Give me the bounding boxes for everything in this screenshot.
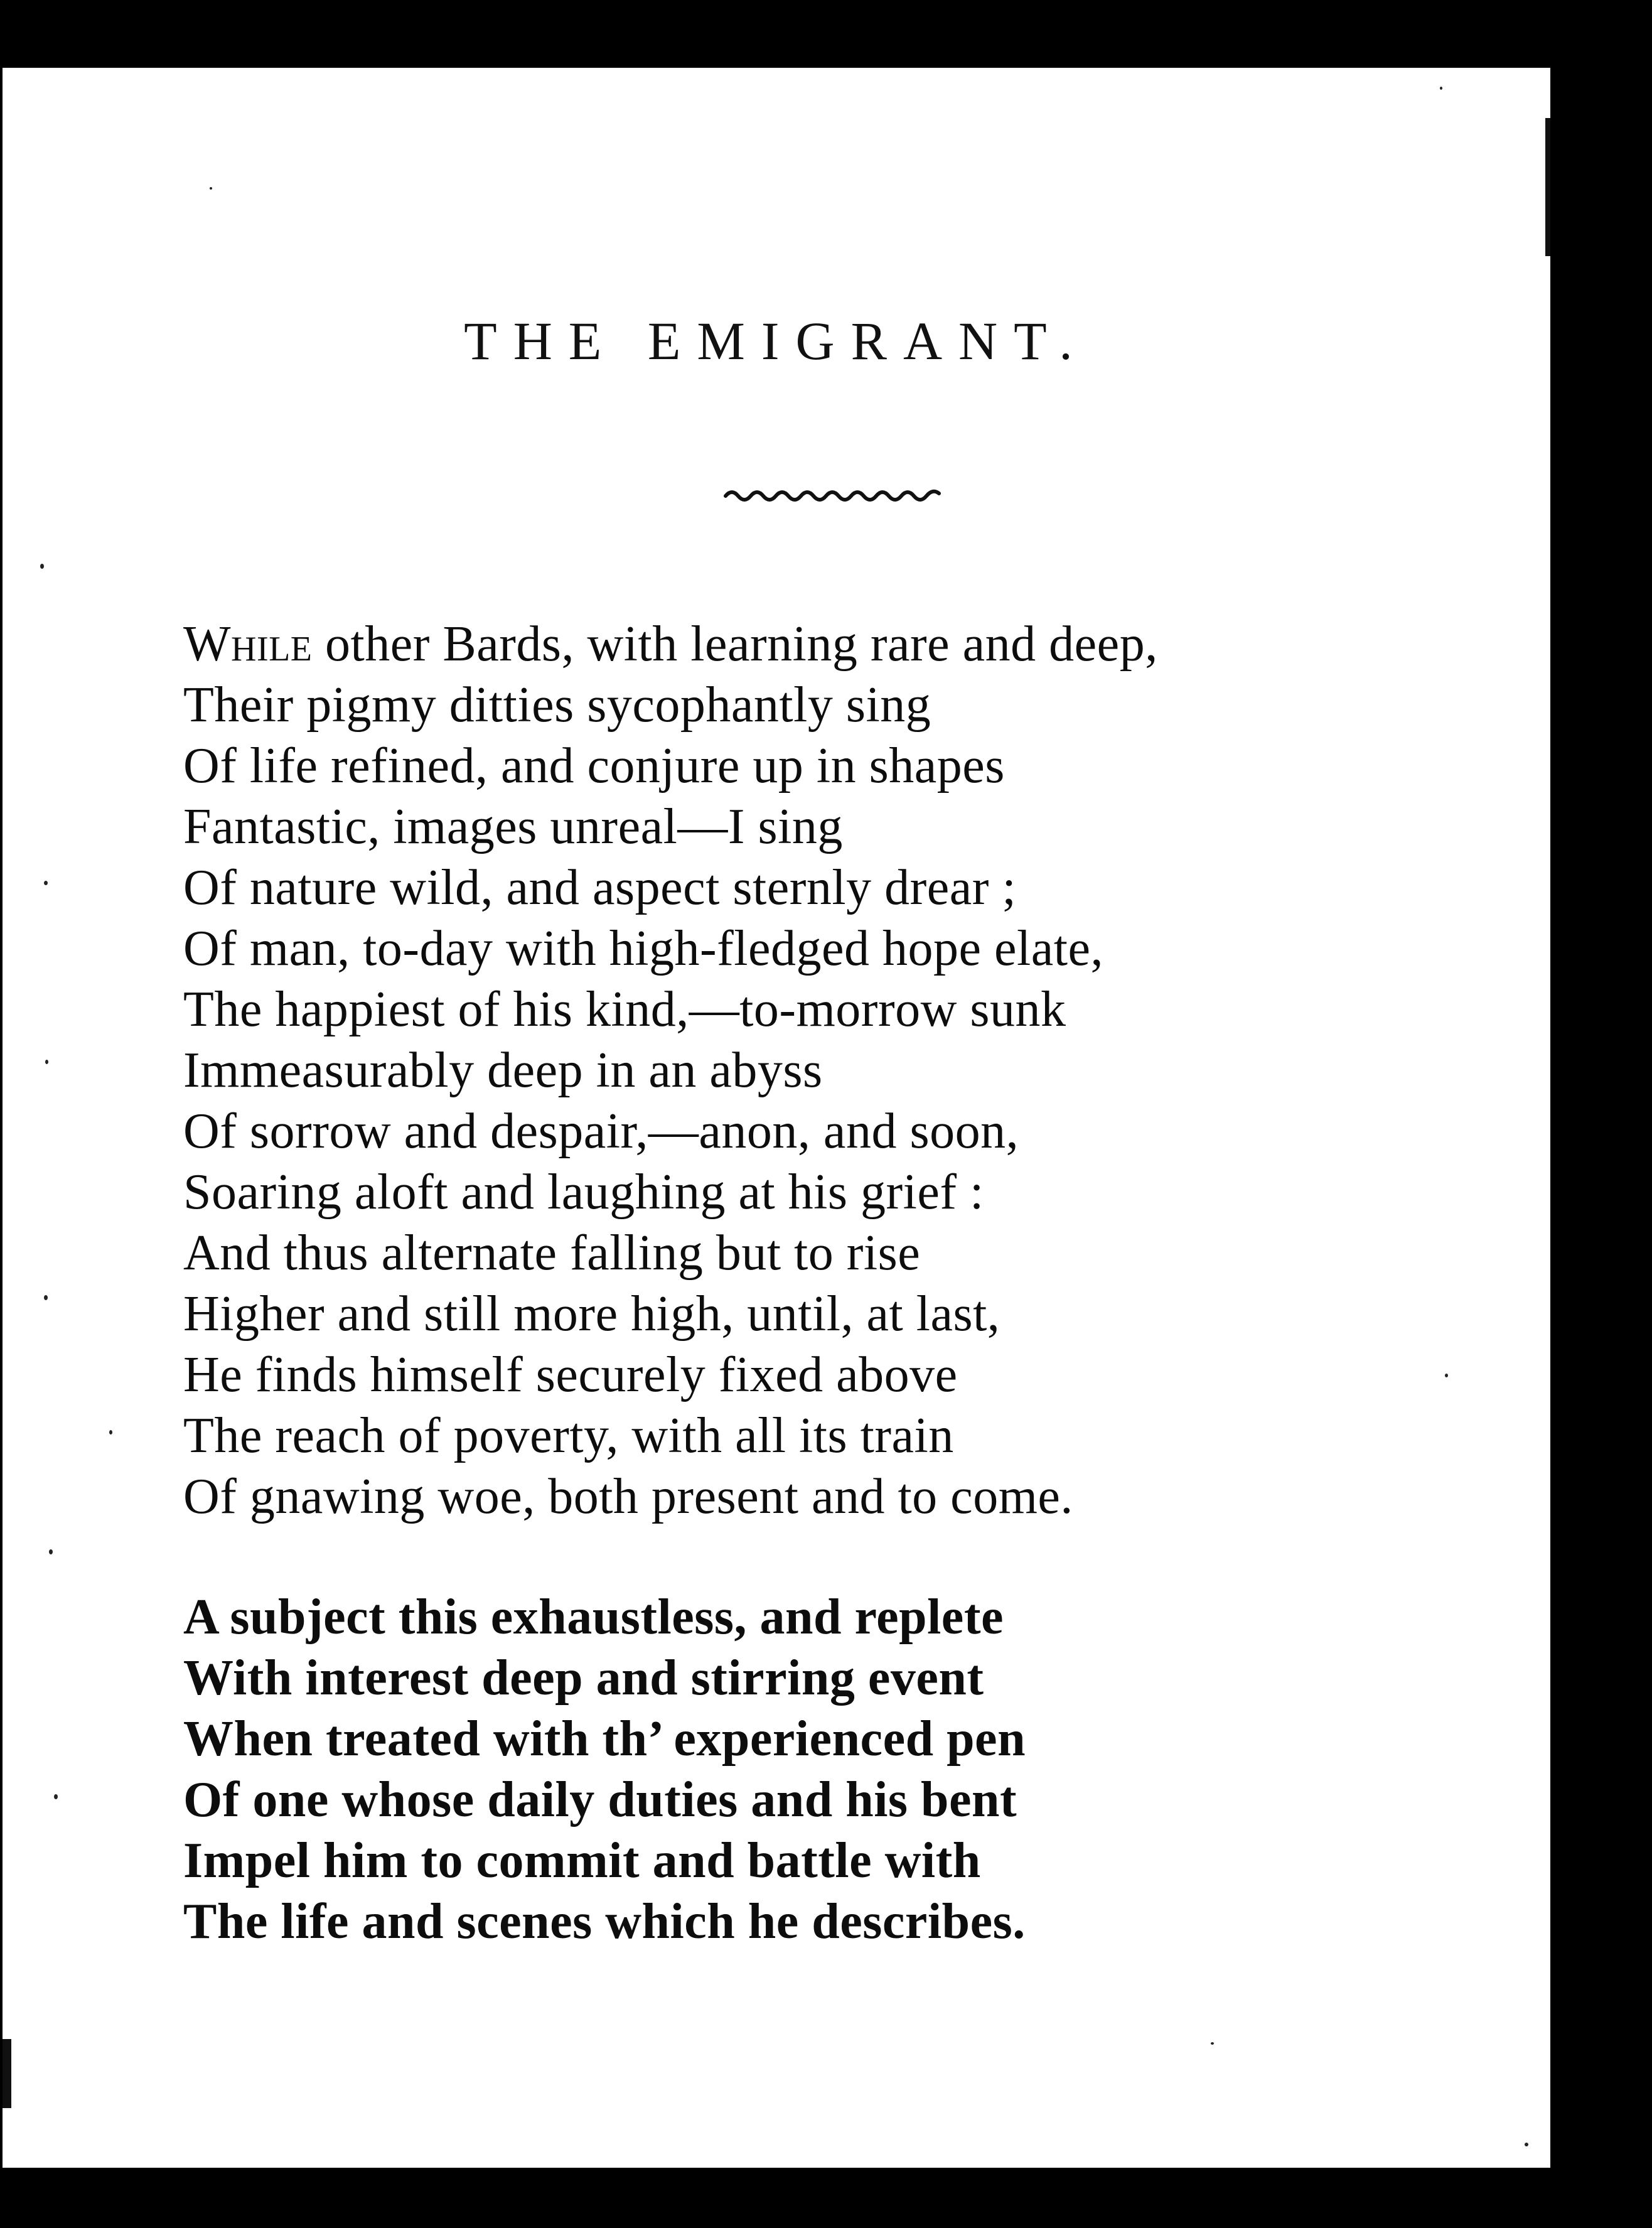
poem-line: Impel him to commit and battle with: [183, 1833, 981, 1888]
page-edge-mark: [1545, 118, 1550, 256]
scan-speck: [1211, 2042, 1214, 2045]
scan-speck: [1525, 2143, 1528, 2146]
poem-line: The life and scenes which he describes.: [183, 1894, 1026, 1949]
poem-line: Of sorrow and despair,—anon, and soon,: [183, 1104, 1019, 1159]
scan-speck: [44, 1295, 48, 1300]
poem-line: Of one whose daily duties and his bent: [183, 1772, 1017, 1827]
poem-line: The reach of poverty, with all its train: [183, 1408, 954, 1463]
scan-speck: [1445, 1374, 1448, 1377]
poem-line: Of gnawing woe, both present and to come.: [183, 1469, 1073, 1524]
book-page: [3, 68, 1550, 2168]
poem-line: The happiest of his kind,—to-morrow sunk: [183, 982, 1066, 1037]
poem-line: Of man, to-day with high-fledged hope elate,: [183, 921, 1103, 976]
poem-line: With interest deep and stirring event: [183, 1650, 984, 1706]
poem-line: And thus alternate falling but to rise: [183, 1225, 921, 1281]
poem-line: Fantastic, images unreal—I sing: [183, 799, 843, 854]
first-line-text: other Bards, with learning rare and deep,: [312, 616, 1158, 672]
scan-speck: [44, 881, 48, 885]
poem-line: A subject this exhaustless, and replete: [183, 1590, 1004, 1645]
poem-line: Of life refined, and conjure up in shapes: [183, 738, 1005, 794]
page-edge-mark: [3, 2039, 11, 2108]
poem-line: [183, 614, 1158, 675]
scan-speck: [1440, 87, 1442, 90]
wavy-rule-ornament-icon: [723, 482, 949, 507]
scan-speck: [40, 564, 44, 569]
poem-line: When treated with th’ experienced pen: [183, 1711, 1026, 1767]
poem-line: Immeasurably deep in an abyss: [183, 1043, 823, 1098]
poem-line: Soaring aloft and laughing at his grief :: [183, 1165, 984, 1220]
poem-line: Their pigmy ditties sycophantly sing: [183, 677, 931, 733]
stanza-2: [183, 1587, 1026, 1952]
poem-line: Higher and still more high, until, at last,: [183, 1286, 1000, 1342]
poem-line: He finds himself securely fixed above: [183, 1347, 958, 1402]
poem-title: THE EMIGRANT.: [464, 311, 1089, 371]
scan-speck: [49, 1549, 53, 1554]
opening-small-caps-word: While: [183, 616, 313, 672]
scan-speck: [210, 187, 212, 190]
scan-speck: [54, 1794, 58, 1799]
scan-speck: [45, 1060, 48, 1064]
scan-speck: [109, 1430, 112, 1434]
stanza-1: [183, 614, 1158, 1527]
poem-line: Of nature wild, and aspect sternly drear ;: [183, 860, 1017, 915]
